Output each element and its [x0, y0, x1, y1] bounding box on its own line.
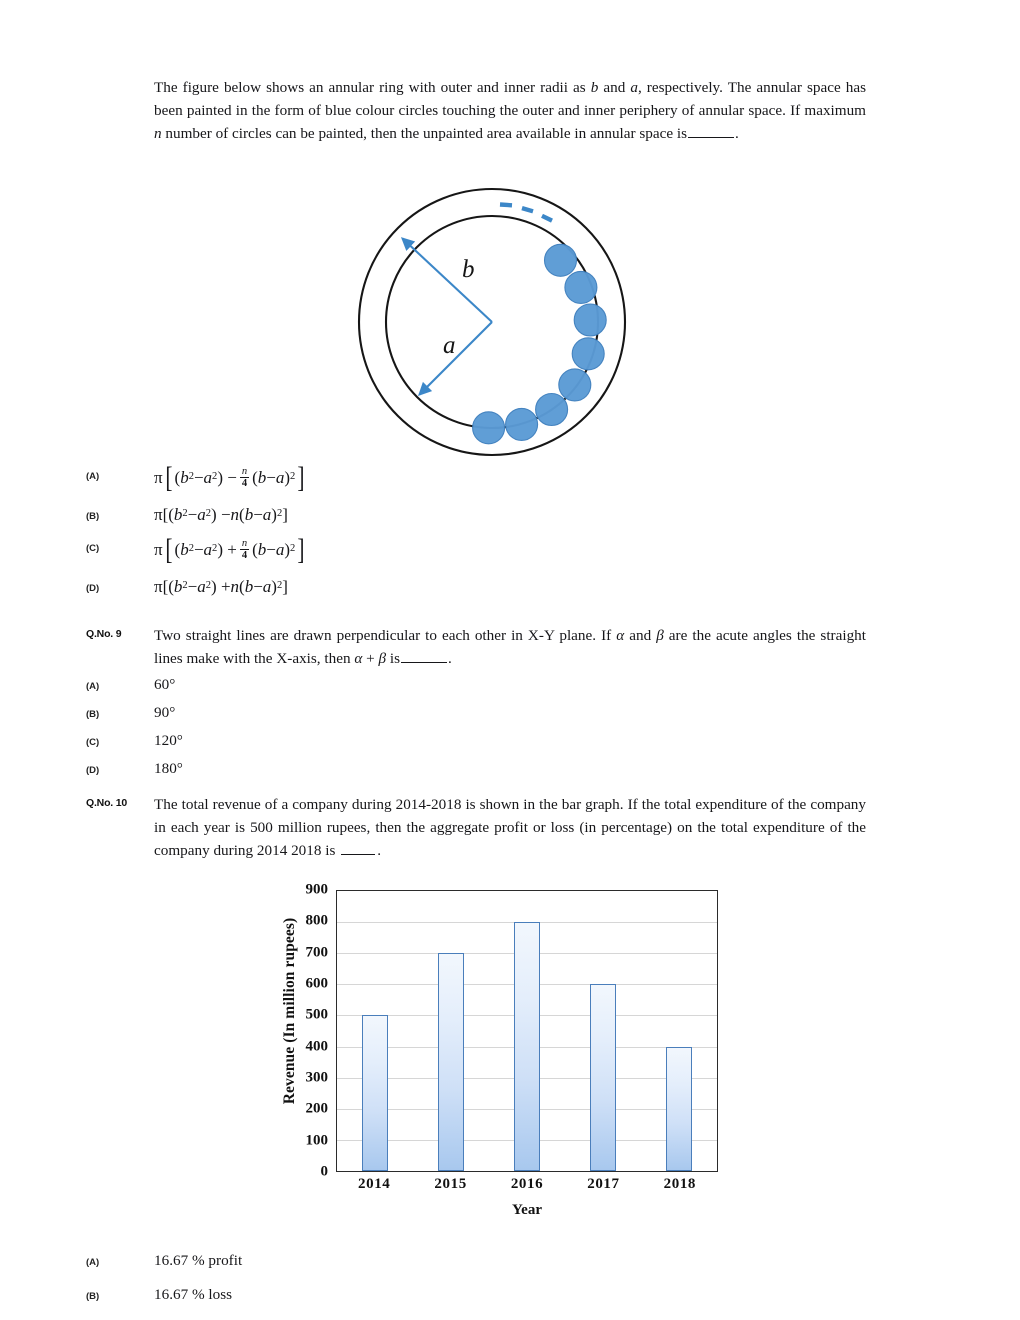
x-tick: 2014 [358, 1176, 391, 1192]
formula-q8-b: π[( b 2 − a 2 ) − n ( b − a ) 2 ] [154, 505, 288, 524]
question-8-block [86, 76, 886, 145]
option-label-q8-c: (C) [86, 543, 100, 554]
option-label-q9-b: (B) [86, 709, 100, 720]
option-text-q9-c: 120° [154, 732, 183, 749]
y-tick: 0 [320, 1163, 328, 1180]
bar-cell [413, 891, 489, 1171]
chart-y-axis-label: Revenue (In million rupees) [281, 917, 298, 1105]
option-row-q8-d[interactable] [86, 578, 586, 597]
option-text-q9-a: 60° [154, 676, 176, 693]
option-label-q9-a: (A) [86, 681, 100, 692]
option-label-q9-d: (D) [86, 765, 100, 776]
option-row-q8-b[interactable] [86, 506, 586, 525]
bar-2015 [438, 953, 464, 1171]
formula-q8-c: π [ ( b 2 − a 2 ) + $\frac{n}{4}$ ( b − a ) 2 ] [154, 532, 305, 566]
y-tick: 800 [305, 912, 328, 929]
option-row-q10-b[interactable] [86, 1286, 486, 1304]
option-text-q8-c [154, 532, 307, 566]
formula-q8-d: π[( b 2 − a 2 ) + n ( b − a ) 2 ] [154, 577, 288, 596]
y-tick: 500 [305, 1006, 328, 1023]
annular-ring-diagram [352, 182, 632, 467]
y-tick: 900 [305, 881, 328, 898]
option-label-q8-d: (D) [86, 583, 100, 594]
x-tick: 2017 [587, 1176, 620, 1192]
inner-radius-label: a [443, 332, 456, 359]
formula-q8-a: π [ ( b 2 − a 2 ) − $\frac{n}{4}$ ( b − a ) 2 ] [154, 460, 305, 494]
option-text-q8-a [154, 460, 307, 494]
option-row-q8-c[interactable] [86, 532, 586, 566]
bar-cell [641, 891, 717, 1171]
y-tick: 100 [305, 1132, 328, 1149]
question-10-text: The total revenue of a company during 2014-2018 is shown in the bar graph. If the total expenditure of the company in each year is 500 million rupees, then the aggregate profit or loss (in percentage) on the total expenditure of the company during 2014 2018 is . [154, 796, 866, 860]
question-9-number: Q.No. 9 [86, 628, 122, 640]
x-tick: 2016 [510, 1176, 544, 1192]
bar-cell [489, 891, 565, 1171]
y-tick: 700 [305, 944, 328, 961]
y-tick: 600 [305, 975, 328, 992]
option-text-q9-d: 180° [154, 760, 183, 777]
x-tick: 2015 [434, 1176, 467, 1192]
option-label-q10-a: (A) [86, 1257, 100, 1268]
question-9-block [86, 624, 886, 670]
bar-2016 [514, 922, 540, 1171]
question-10-block [86, 793, 886, 862]
bar-2017 [590, 984, 616, 1171]
answer-blank [341, 841, 375, 856]
option-row-q9-d[interactable] [86, 760, 486, 778]
option-row-q9-a[interactable] [86, 676, 486, 694]
radius-arrows [403, 239, 493, 395]
question-8-text: The figure below shows an annular ring with outer and inner radii as b and a, respectively. The annular space has been painted in the form of blue colour circles touching the outer and inner periphery of annular space. If maximum n number of circles can be painted, then the unpainted area available in annular space is . [154, 79, 866, 143]
question-10-number: Q.No. 10 [86, 797, 127, 809]
inner-radius-arrow [420, 322, 493, 395]
question-8-number [86, 76, 154, 80]
option-row-q8-a[interactable] [86, 460, 586, 494]
x-tick: 2018 [663, 1176, 697, 1192]
option-label-q8-b: (B) [86, 511, 100, 522]
option-text-q8-d [154, 578, 288, 597]
chart-x-axis-label: Year [512, 1202, 542, 1218]
outer-radius-arrow [403, 239, 493, 323]
y-tick: 400 [305, 1038, 328, 1055]
option-label-q10-b: (B) [86, 1291, 100, 1302]
painted-circles [473, 244, 607, 443]
y-tick: 200 [305, 1100, 328, 1117]
option-row-q10-a[interactable] [86, 1252, 486, 1270]
option-text-q10-b: 16.67 % loss [154, 1286, 233, 1303]
chart-bars [337, 891, 717, 1171]
revenue-bar-chart [248, 881, 718, 1235]
chart-x-ticks [336, 1176, 718, 1193]
option-label-q9-c: (C) [86, 737, 100, 748]
bar-cell [337, 891, 413, 1171]
option-text-q8-b [154, 506, 288, 525]
outer-radius-label: b [462, 256, 475, 283]
bar-cell [565, 891, 641, 1171]
bar-2014 [362, 1015, 388, 1171]
option-row-q9-c[interactable] [86, 732, 486, 750]
answer-blank [401, 648, 447, 663]
question-9-text: Two straight lines are drawn perpendicular to each other in X-Y plane. If α and β are the acute angles the straight lines make with the X-axis, then α + β is . [154, 627, 866, 668]
answer-blank [688, 124, 734, 139]
chart-plot-area [336, 890, 718, 1172]
y-tick: 300 [305, 1069, 328, 1086]
option-label-q8-a: (A) [86, 471, 100, 482]
option-text-q10-a: 16.67 % profit [154, 1252, 243, 1269]
chart-y-ticks [274, 881, 328, 1180]
option-text-q9-b: 90° [154, 704, 176, 721]
bar-2018 [666, 1047, 692, 1171]
option-row-q9-b[interactable] [86, 704, 486, 722]
